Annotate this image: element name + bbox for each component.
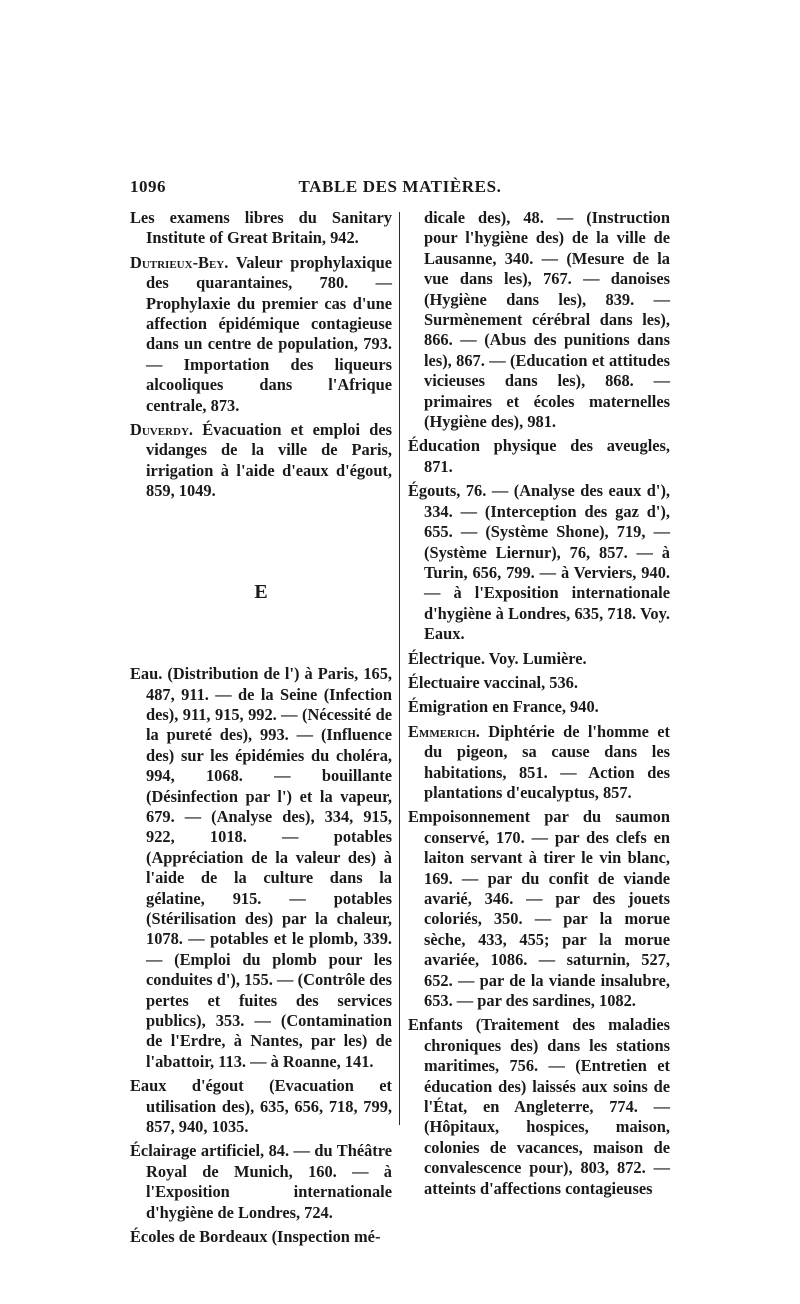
index-entry xyxy=(408,1015,670,1199)
index-entry xyxy=(408,807,670,1011)
index-entry xyxy=(130,208,392,249)
index-entry xyxy=(408,649,670,669)
index-entry xyxy=(130,420,392,502)
index-entry xyxy=(130,1227,392,1247)
entry-text: Évacuation et emploi des vidanges de la ville de Paris, irrigation à l'aide d'eaux d'égout, 859, 1049. xyxy=(146,420,392,501)
index-entry xyxy=(130,664,392,1072)
right-column xyxy=(408,208,670,1199)
index-entry xyxy=(130,1141,392,1223)
entry-text: Eau. (Distribution de l') à Paris, 165, 487, 911. — de la Seine (Infection des), 911, 915, 992. — (Nécessité de la pureté des), 993. — (Influence des) sur les épidémies du choléra, 994, 1068. — bouillante (Désinfection par l') et la vapeur, 679. — (Analyse des), 334, 915, 922, 1018. — potables (Appréciation de la valeur des) à l'aide de la culture dans la gélatine, 915. — potables (Stérilisation des) par la chaleur, 1078. — potables et le plomb, 339. — (Emploi du plomb pour les conduites d'), 155. — (Contrôle des pertes et fuites des services publics), 353. — (Contamination de l'Erdre, à Nantes, par les) de l'abattoir, 113. — à Roanne, 141. xyxy=(130,664,392,1071)
entry-author: Duverdy. xyxy=(130,420,193,440)
index-entry xyxy=(408,436,670,477)
entry-text: Valeur prophylaxique des quarantaines, 780. — Prophylaxie du premier cas d'une affection épidémique contagieuse dans un centre de population, 793. — Importation des liqueurs alcooliques dans l'Afrique centrale, 873. xyxy=(146,252,392,415)
index-entry xyxy=(130,253,392,416)
index-entry xyxy=(408,673,670,693)
index-entry xyxy=(408,481,670,644)
entry-text: Enfants (Traitement des maladies chroniques des) dans les stations maritimes, 756. — (Entretien et éducation des) laissés aux soins de l'État, en Angleterre, 774. — (Hôpitaux, hospices, maison, colonies de vacances, maison de convalescence pour), 803, 872. — atteints d'affections contagieuses xyxy=(408,1015,670,1198)
entry-text: Eaux d'égout (Evacuation et utilisation des), 635, 656, 718, 799, 857, 940, 1035. xyxy=(130,1076,392,1137)
page-header xyxy=(130,177,670,201)
entry-text: Diphtérie de l'homme et du pigeon, sa cause dans les habitations, 851. — Action des plantations d'eucalyptus, 857. xyxy=(424,721,670,802)
entry-text: Empoisonnement par du saumon conservé, 170. — par des clefs en laiton servant à tirer le vin blanc, 169. — par du confit de viande avarié, 346. — par des jouets coloriés, 350. — par la morue sèche, 433, 455; par la morue avariée, 1086. — saturnin, 527, 652. — par de la viande insalubre, 653. — par des sardines, 1082. xyxy=(408,807,670,1011)
section-letter: E xyxy=(254,580,268,603)
entry-text: Éducation physique des aveugles, 871. xyxy=(408,436,670,476)
index-entry xyxy=(130,1076,392,1137)
entry-author: Dutrieux-Bey. xyxy=(130,252,229,272)
running-title: TABLE DES MATIÈRES. xyxy=(298,177,502,196)
left-column xyxy=(130,208,392,1247)
entry-text: Les examens libres du Sanitary Institute of Great Britain, 942. xyxy=(130,208,392,248)
entry-text: Égouts, 76. — (Analyse des eaux d'), 334. — (Interception des gaz d'), 655. — (Système Shone), 719, — (Système Liernur), 76, 857. — à Turin, 656, 799. — à Verviers, 940. — à l'Exposition internationale d'hygiène à Londres, 635, 718. Voy. Eaux. xyxy=(408,481,670,644)
index-entry xyxy=(408,722,670,804)
entry-text: Électuaire vaccinal, 536. xyxy=(408,672,578,692)
entry-text: Éclairage artificiel, 84. — du Théâtre Royal de Munich, 160. — à l'Exposition internationale d'hygiène de Londres, 724. xyxy=(130,1141,392,1222)
entry-text: Électrique. Voy. Lumière. xyxy=(408,648,587,668)
index-entry-continuation: dicale des), 48. — (Instruction pour l'hygiène des) de la ville de Lausanne, 340. — (Mesure de la vue dans les), 767. — danoises (Hygiène dans les), 839. — Surmènement cérébral dans les), 866. — (Abus des punitions dans les), 867. — (Education et attitudes vicieuses dans les), 868. — primaires et écoles maternelles (Hygiène des), 981. xyxy=(424,208,670,432)
entry-author: Emmerich. xyxy=(408,721,480,741)
column-divider xyxy=(399,212,400,1125)
entry-text: Émigration en France, 940. xyxy=(408,697,599,717)
page-number: 1096 xyxy=(130,177,166,196)
entry-text: Écoles de Bordeaux (Inspection mé- xyxy=(130,1227,381,1247)
index-entry xyxy=(408,697,670,717)
